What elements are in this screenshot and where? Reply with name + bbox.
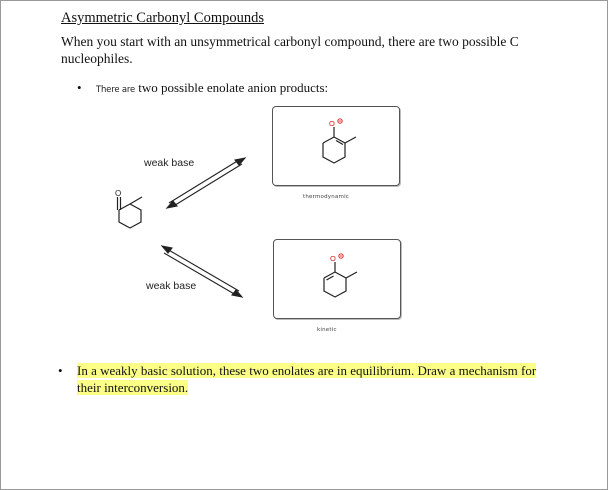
thermodynamic-enolate-structure <box>273 107 399 185</box>
highlighted-text-line1: In a weakly basic solution, these two enolates are in equilibrium. Draw a mechanism for <box>77 363 537 378</box>
kinetic-enolate-box <box>273 239 401 319</box>
starting-ketone-structure <box>99 185 169 245</box>
bullet-enolate-products <box>77 79 329 99</box>
bullet-text: two possible enolate anion products: <box>138 80 329 95</box>
highlighted-text-line2: their interconversion. <box>77 380 189 395</box>
svg-text:O: O <box>329 119 335 128</box>
weak-base-label-bottom: weak base <box>146 280 197 292</box>
bullet-dot: • <box>58 363 63 378</box>
thermodynamic-caption: thermodynamic <box>303 194 350 200</box>
handwritten-note: There are <box>96 85 135 95</box>
svg-text:O: O <box>115 189 122 198</box>
bullet-dot: • <box>77 80 82 95</box>
thermodynamic-enolate-box <box>272 106 400 186</box>
kinetic-caption: kinetic <box>317 327 337 333</box>
intro-paragraph: When you start with an unsymmetrical carbonyl compound, there are two possible C nucleophiles. <box>61 34 519 66</box>
kinetic-enolate-structure <box>274 240 400 318</box>
weak-base-label-top: weak base <box>144 157 195 169</box>
arrow-to-kinetic <box>159 241 249 301</box>
bullet-equilibrium <box>58 362 577 396</box>
section-title: Asymmetric Carbonyl Compounds <box>61 10 264 26</box>
svg-text:O: O <box>330 254 336 263</box>
